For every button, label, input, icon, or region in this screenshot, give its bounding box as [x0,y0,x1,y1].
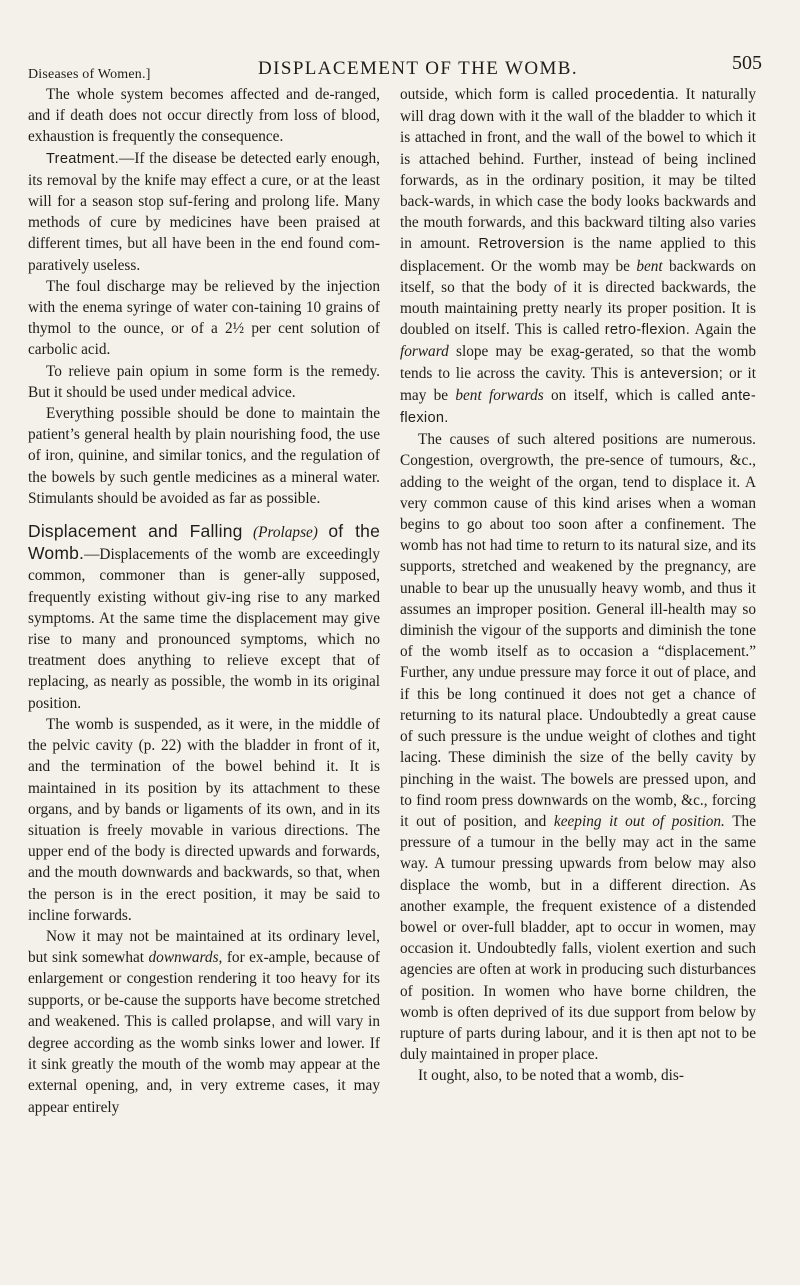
paragraph: It ought, also, to be noted that a womb, dis- [418,1067,684,1085]
italic-term: bent forwards [455,386,544,404]
paragraph-text: Now it may not be maintained at its ordinary level, but sink somewhat [28,927,380,967]
prolapse-paragraph [28,926,380,1118]
paragraph-text: for ex-ample, because of enlargement or congestion rendering it too heavy for its supports, or be-cause the supports have become stretched and weakened. This is called [28,949,380,1030]
term-anteversion: anteversion; [640,365,724,382]
paragraph-text: is the name applied to this displacement. Or the womb may be [400,235,756,275]
paragraph-text: or it may be [400,364,756,404]
paragraph-text: —Displacements of the womb are exceedingly common, commoner than is gener-ally supposed, frequently existing without giv-ing rise to any marked symptoms. At the same time the displacement may give rise to many and pronounced symptoms, which no treatment does anything to relieve except that of replacing, as nearly as possible, the womb in its original position. [28,546,380,712]
paragraph-text: The pressure of a tumour in the belly may act in the same way. A tumour pressing upwards from below may also displace the womb, but in a different direction. As another example, the frequent existence of a distended bowel or over-full bladder, apt to occur in women, may occasion it. Undoubtedly falls, violent exertion and such agencies are often at work in producing such disturbances of position. In women who have borne children, the womb is often deprived of its due support from below by rupture of parts during labour, and it is then apt not to be duly maintained in proper place. [400,812,756,1064]
paragraph-text: backwards on itself, so that the body of it is directed backwards, the mouth maintaining pretty nearly its proper position. It is doubled on itself. This is called [400,257,757,339]
running-head-left: Diseases of Women.] [28,67,151,82]
section-heading-italic: (Prolapse) [253,524,318,542]
continued-paragraph [400,84,756,429]
left-column [28,84,380,1118]
paragraph-text: It naturally will drag down with it the wall of the bladder to which it is attached in front, and the wall of the bowel to which it is attached behind. Further, instead of being inclined forwards, as in the ordinary position, it may be tilted back-wards, in which case the body looks backwards and the mouth forwards, and this backward tilting also varies in amount. [400,86,756,253]
term-anteflexion: ante-flexion. [400,387,757,427]
paragraph-text: outside, which form is called [400,86,589,103]
paragraph-text: The causes of such altered positions are numerous. Congestion, overgrowth, the pre-sence of tumours, &c., adding to the weight of the organ, tend to displace it. A very common cause of this kind arises when a woman begins to go about too soon after a confinement. The womb has not had time to return to its natural size, and its supports, stretched and weakened by the pregnancy, are unable to bear up the unusually heavy womb, and thus it assumes an improper position. General ill-health may so diminish the vigour of the supports and diminish the tone of the womb itself as to occasion a “displacement.” Further, any undue pressure may force it out of place, and if this be long continued it does not get a chance of returning to its natural place. Undoubtedly a great cause of such pressure is the undue weight of clothes and tight lacing. These diminish the size of the belly cavity by pinching in the waist. The bowels are pressed upon, and to find room press downwards on the womb, &c., forcing it out of position, and [400,431,756,830]
italic-term: bent [636,257,663,275]
paragraph: The womb is suspended, as it were, in the middle of the pelvic cavity (p. 22) with the bladder in front of it, and the termination of the bowel behind it. It is maintained in its position by its attachment to these organs, and by bands or ligaments of its own, and in its situation is freely movable in various directions. The upper end of the body is directed upwards and forwards, and the mouth downwards and backwards, so that, when the person is in the erect position, it may be said to incline forwards. [28,715,380,924]
italic-phrase: keeping it out of position. [553,812,725,830]
term-procedentia: procedentia. [595,87,679,103]
italic-term: downwards, [148,949,223,967]
page-header [0,0,800,80]
paragraph: The whole system becomes affected and de-ranged, and if death does not occur directly from loss of blood, exhaustion is frequently the consequence. [28,86,380,146]
section-heading-end: of the Womb. [28,521,380,564]
treatment-paragraph [28,148,380,276]
paragraph-text: slope may be exag-gerated, so that the womb tends to lie across the cavity. This is [400,343,757,382]
paragraph-text: on itself, which is called [550,386,714,404]
paragraph-text: —If the disease be detected early enough, its removal by the knife may effect a cure, or at the least will for a season stop suf-fering and prolong life. Many methods of cure by medicines have been praised at different times, but all have been in the end found com-paratively useless. [28,149,380,274]
right-column [400,84,756,1087]
italic-term: forward [400,343,449,361]
paragraph-text: and will vary in degree according as the womb sinks lower and lower. If it sink greatly the mouth of the womb may appear at the external opening, and, in very extreme cases, it may appear entirely [28,1012,381,1116]
term-prolapse: prolapse, [212,1013,276,1030]
paragraph: The foul discharge may be relieved by the injection with the enema syringe of water con-taining 10 grains of thymol to the ounce, or of a 2½ per cent solution of carbolic acid. [28,277,380,359]
term-retroversion: Retroversion [478,236,565,253]
term-retroflexion: retro-flexion. [604,322,691,339]
treatment-term: Treatment. [46,150,120,167]
running-title: DISPLACEMENT OF THE WOMB. [258,58,579,79]
paragraph: Everything possible should be done to maintain the patient’s general health by plain nourishing food, the use of iron, quinine, and similar tonics, and the regulation of the bowels by such gentle medicines as a mineral water. Stimulants should be avoided as far as possible. [28,405,380,507]
paragraph: To relieve pain opium in some form is the remedy. But it should be used under medical advice. [28,362,380,401]
section-heading: Displacement and Falling [28,521,243,542]
page-number: 505 [732,52,762,74]
section-paragraph [28,521,380,714]
causes-paragraph [400,429,756,1065]
paragraph-text: Again the [694,321,757,339]
